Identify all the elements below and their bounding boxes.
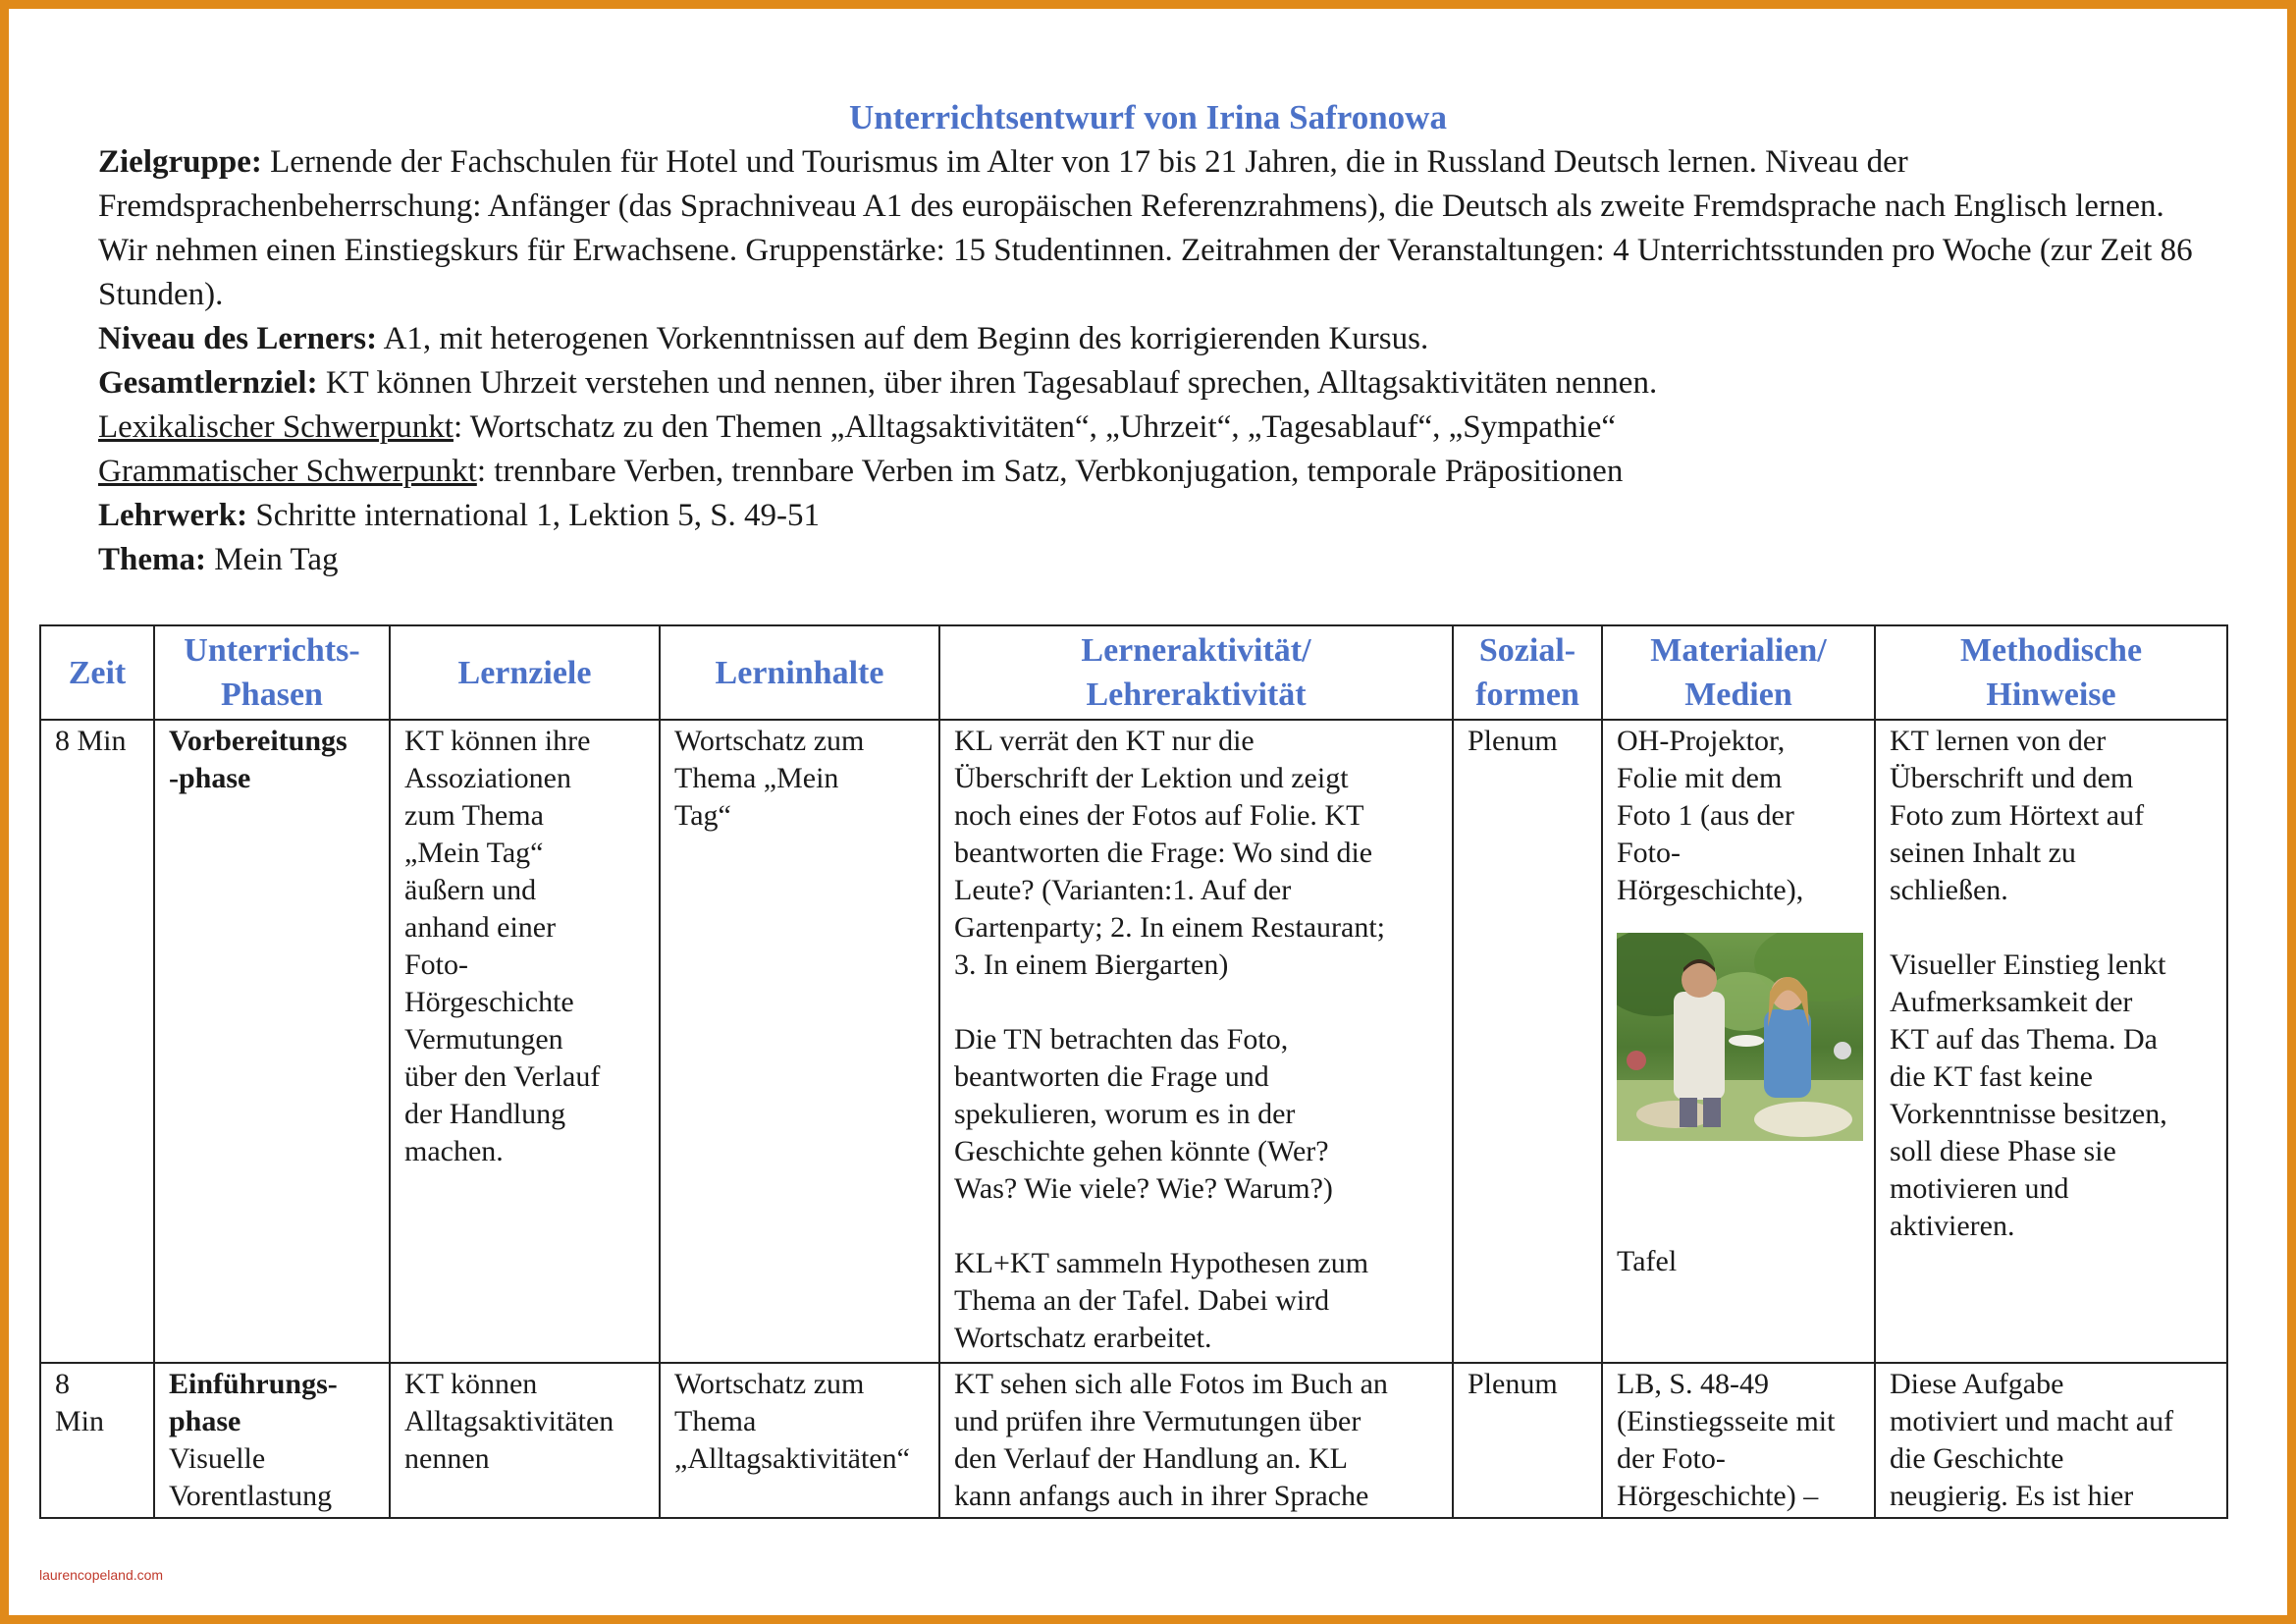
cell-sozialform: Plenum <box>1453 720 1602 1363</box>
lehrwerk-paragraph <box>98 494 2218 538</box>
cell-zeit: 8 Min <box>40 720 154 1363</box>
header-phasen: Unterrichts- Phasen <box>154 625 390 720</box>
document-title: Unterrichtsentwurf von Irina Safronowa <box>849 98 1447 136</box>
cell-sozialform: Plenum <box>1453 1363 1602 1518</box>
thema-label: Thema: <box>98 542 206 577</box>
niveau-label: Niveau des Lerners: <box>98 321 378 356</box>
phase-title: Einführungs- phase <box>169 1368 338 1437</box>
cell-lernziele: KT können ihre Assoziationen zum Thema „Mein Tag“ äußern und anhand einer Foto- Hörgeschichte Vermutungen über den Verlauf der Handlung machen. <box>390 720 660 1363</box>
cell-aktivitaet: KL verrät den KT nur die Überschrift der Lektion und zeigt noch eines der Fotos auf Folie. KT beantworten die Frage: Wo sind die Leute? (Varianten:1. Auf der Gartenparty; 2. In einem Restaurant; 3. In einem Biergarten) Die TN betrachten das Foto, beantworten die Frage und spekulieren, worum es in der Geschichte gehen könnte (Wer? Was? Wie viele? Wie? Warum?) KL+KT sammeln Hypothesen zum Thema an der Tafel. Dabei wird Wortschatz erarbeitet. <box>939 720 1453 1363</box>
cell-medien: LB, S. 48-49 (Einstiegsseite mit der Foto- Hörgeschichte) – <box>1602 1363 1875 1518</box>
grammatik-text: : trennbare Verben, trennbare Verben im Satz, Verbkonjugation, temporale Präpositionen <box>476 454 1624 489</box>
grammatik-label: Grammatischer Schwerpunkt <box>98 454 477 489</box>
gesamtlernziel-text: KT können Uhrzeit verstehen und nennen, über ihren Tagesablauf sprechen, Alltagsaktivitäten nennen. <box>317 365 1658 401</box>
header-lerninhalte: Lerninhalte <box>660 625 939 720</box>
niveau-paragraph <box>98 317 2218 361</box>
cell-zeit: 8 Min <box>40 1363 154 1518</box>
lehrwerk-text: Schritte international 1, Lektion 5, S. 49-51 <box>247 498 821 533</box>
gesamtlernziel-label: Gesamtlernziel: <box>98 365 318 401</box>
medien-tafel: Tafel <box>1617 1245 1678 1277</box>
header-sozialformen: Sozial- formen <box>1453 625 1602 720</box>
cell-medien <box>1602 720 1875 1363</box>
watermark: laurencopeland.com <box>39 1567 164 1583</box>
lexik-paragraph <box>98 406 2218 450</box>
cell-lernziele: KT können Alltagsaktivitäten nennen <box>390 1363 660 1518</box>
medien-text: OH-Projektor, Folie mit dem Foto 1 (aus der Foto- Hörgeschichte), <box>1617 725 1804 906</box>
phase-subtitle: Visuelle Vorentlastung <box>169 1442 333 1512</box>
cell-phase <box>154 1363 390 1518</box>
header-medien: Materialien/ Medien <box>1602 625 1875 720</box>
phase-title: Vorbereitungs -phase <box>169 725 347 794</box>
thema-text: Mein Tag <box>206 542 339 577</box>
table-header-row <box>40 625 2227 720</box>
cell-hinweise: Diese Aufgabe motiviert und macht auf die Geschichte neugierig. Es ist hier <box>1875 1363 2227 1518</box>
lexik-text: : Wortschatz zu den Themen „Alltagsaktivitäten“, „Uhrzeit“, „Tagesablauf“, „Sympathie“ <box>453 409 1617 445</box>
cell-lerninhalte: Wortschatz zum Thema „Alltagsaktivitäten“ <box>660 1363 939 1518</box>
header-zeit: Zeit <box>40 625 154 720</box>
intro-section <box>98 140 2218 582</box>
cell-hinweise: KT lernen von der Überschrift und dem Foto zum Hörtext auf seinen Inhalt zu schließen. Visueller Einstieg lenkt Aufmerksamkeit der KT auf das Thema. Da die KT fast keine Vorkenntnisse besitzen, soll diese Phase sie motivieren und aktivieren. <box>1875 720 2227 1363</box>
gesamtlernziel-paragraph <box>98 361 2218 406</box>
header-lernziele: Lernziele <box>390 625 660 720</box>
cell-lerninhalte: Wortschatz zum Thema „Mein Tag“ <box>660 720 939 1363</box>
cell-phase <box>154 720 390 1363</box>
header-aktivitaet: Lerneraktivität/ Lehreraktivität <box>939 625 1453 720</box>
lesson-plan-table <box>39 624 2228 1519</box>
grammatik-paragraph <box>98 450 2218 494</box>
table-row <box>40 720 2227 1363</box>
zielgruppe-label: Zielgruppe: <box>98 144 262 180</box>
lehrwerk-label: Lehrwerk: <box>98 498 248 533</box>
garden-party-photo <box>1617 933 1863 1141</box>
table-row <box>40 1363 2227 1518</box>
header-hinweise: Methodische Hinweise <box>1875 625 2227 720</box>
niveau-text: A1, mit heterogenen Vorkenntnissen auf dem Beginn des korrigierenden Kursus. <box>377 321 1429 356</box>
cell-aktivitaet: KT sehen sich alle Fotos im Buch an und prüfen ihre Vermutungen über den Verlauf der Handlung an. KL kann anfangs auch in ihrer Sprache <box>939 1363 1453 1518</box>
zielgruppe-text: Lernende der Fachschulen für Hotel und Tourismus im Alter von 17 bis 21 Jahren, die in Russland Deutsch lernen. Niveau der Fremdsprachenbeherrschung: Anfänger (das Sprachniveau A1 des europäischen Referenzrahmens), die Deutsch als zweite Fremdsprache nach Englisch lernen. Wir nehmen einen Einstiegskurs für Erwachsene. Gruppenstärke: 15 Studentinnen. Zeitrahmen der Veranstaltungen: 4 Unterrichtsstunden pro Woche (zur Zeit 86 Stunden). <box>98 144 2193 312</box>
zielgruppe-paragraph <box>98 140 2218 317</box>
lexik-label: Lexikalischer Schwerpunkt <box>98 409 454 445</box>
thema-paragraph <box>98 538 2218 582</box>
